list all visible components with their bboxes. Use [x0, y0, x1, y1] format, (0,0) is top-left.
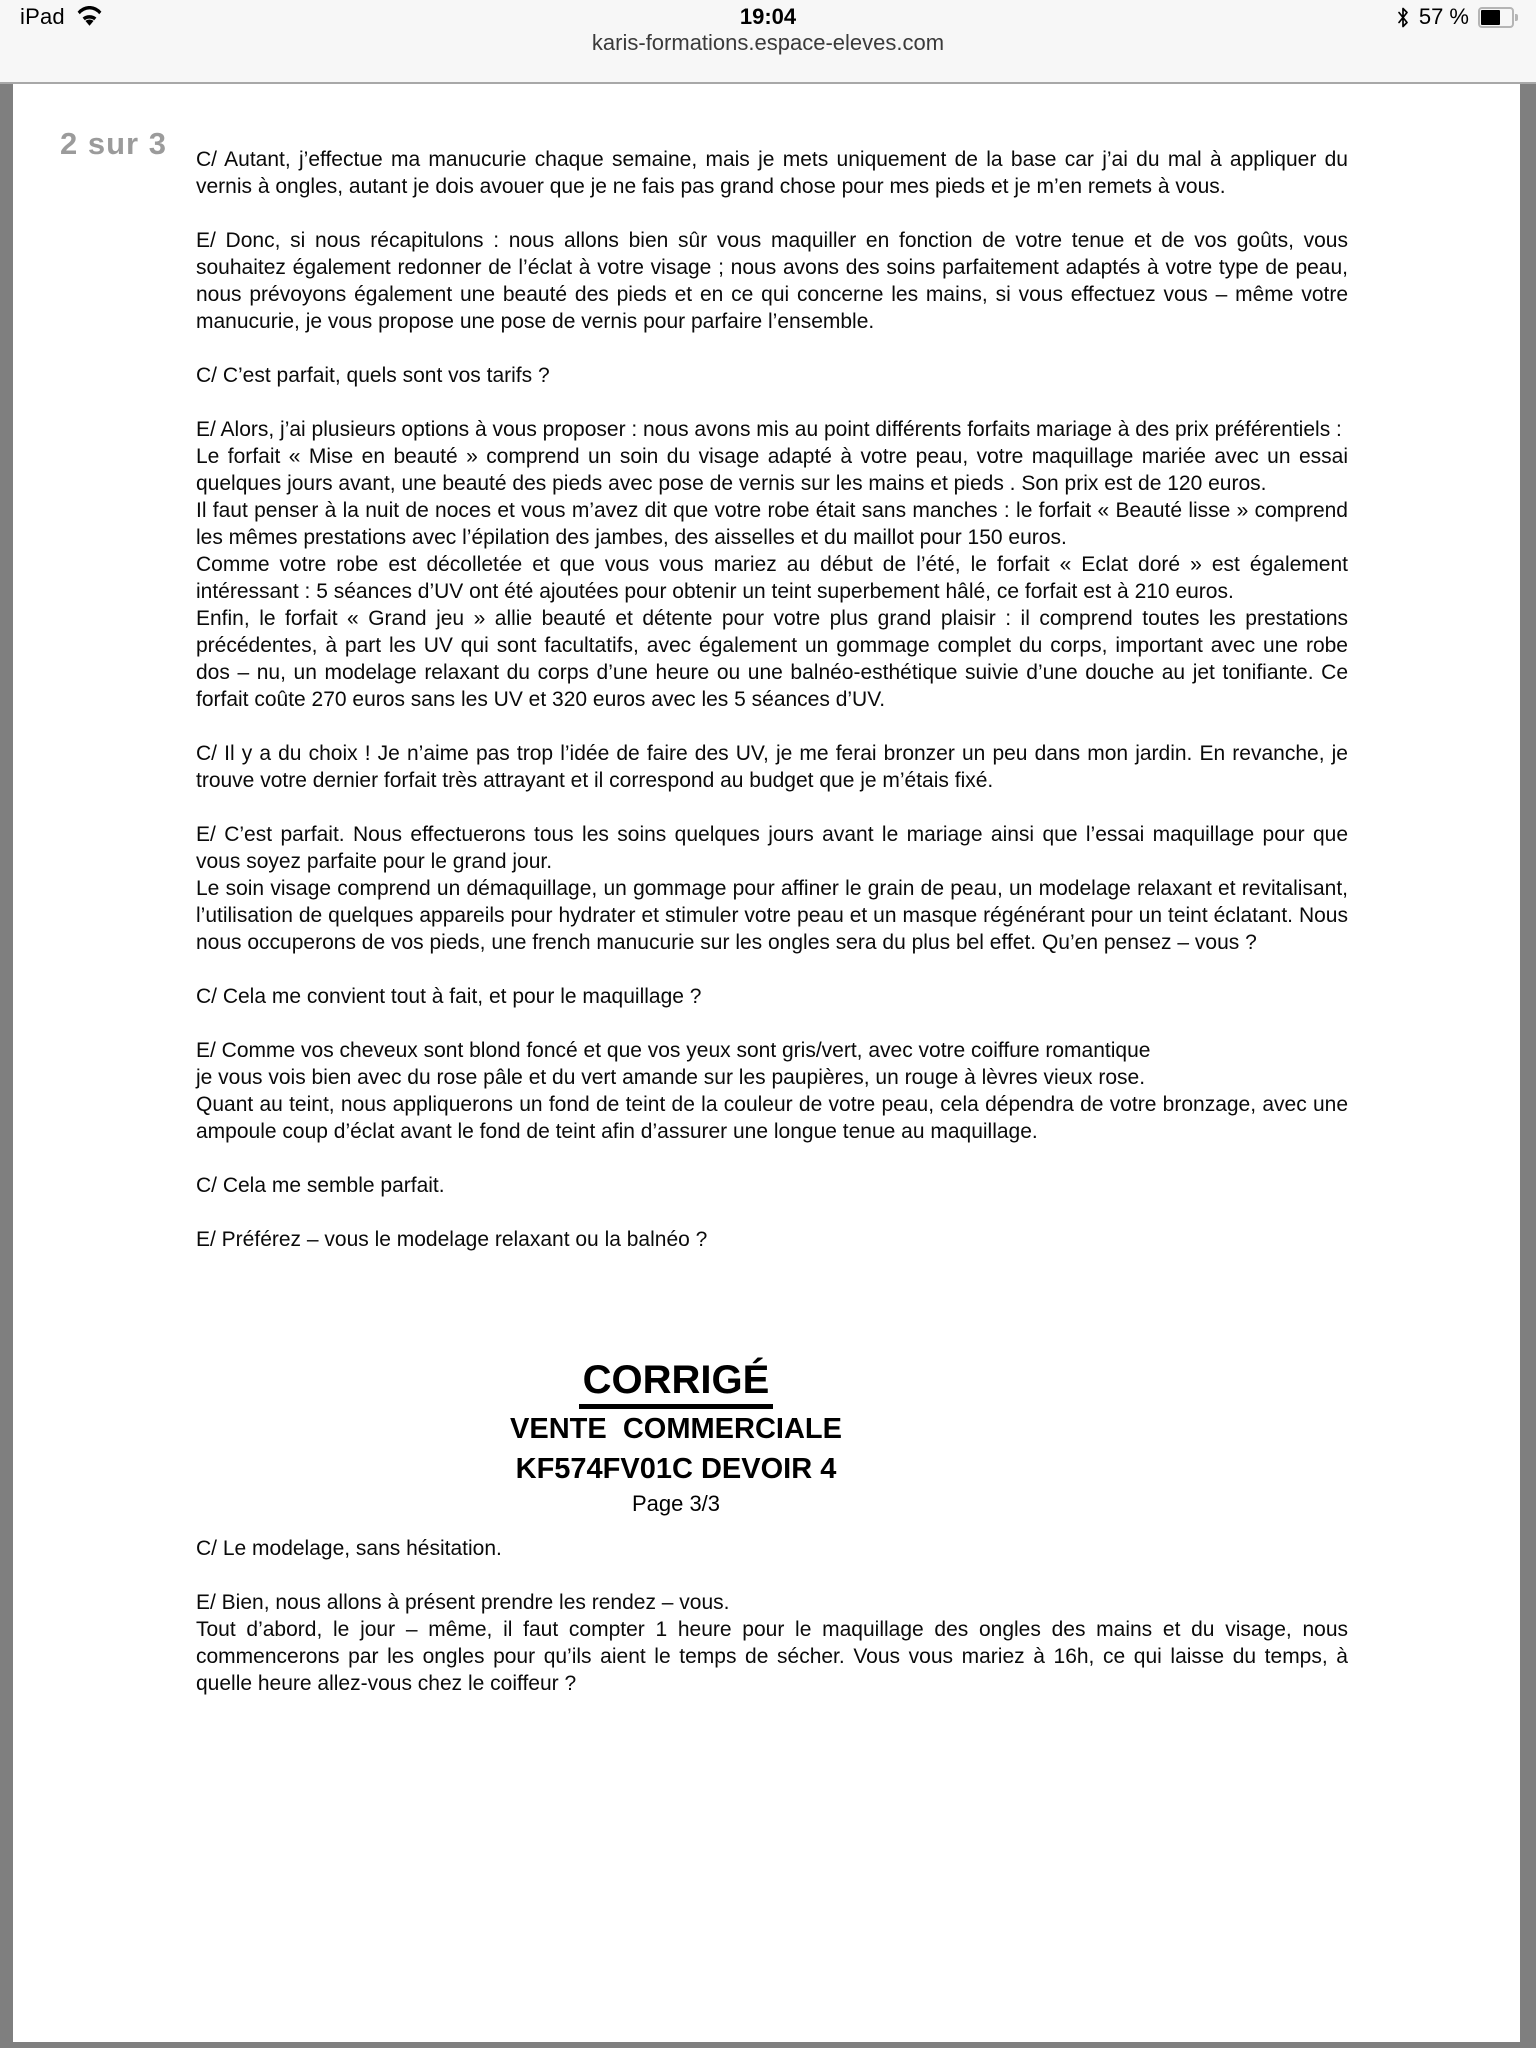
- text-line: Il faut penser à la nuit de noces et vous m’avez dit que votre robe était sans manches : le forfait « Beauté lisse » comprend les mêmes prestations avec l’épilation des jambes, des aisselles et du maillot pour 150 euros.: [196, 499, 1348, 549]
- corrige-subtitle-1: VENTE COMMERCIALE: [510, 1413, 842, 1445]
- corrige-title: CORRIGÉ: [196, 1357, 1156, 1409]
- corrige-heading-block: [196, 1357, 1156, 1519]
- dialogue-paragraph: [196, 227, 1348, 335]
- text-line: E/ Alors, j’ai plusieurs options à vous proposer : nous avons mis au point différents forfaits mariage à des prix préférentiels :: [196, 418, 1342, 441]
- text-line: C/ Cela me convient tout à fait, et pour le maquillage ?: [196, 985, 702, 1008]
- dialogue-paragraph: [196, 1037, 1348, 1145]
- document-page[interactable]: [13, 84, 1520, 2042]
- text-line: E/ Préférez – vous le modelage relaxant ou la balnéo ?: [196, 1228, 708, 1251]
- text-line: C/ Autant, j’effectue ma manucurie chaque semaine, mais je mets uniquement de la base car j’ai du mal à appliquer du vernis à ongles, autant je dois avouer que je ne fais pas grand chose pour mes pieds et je m’en remets à vous.: [196, 148, 1348, 198]
- dialogue-paragraph: [196, 740, 1348, 794]
- text-line: Tout d’abord, le jour – même, il faut compter 1 heure pour le maquillage des ongles des mains et du visage, nous commencerons par les ongles pour qu’ils aient le temps de sécher. Vous vous mariez à 16h, ce qui laisse du temps, à quelle heure allez-vous chez le coiffeur ?: [196, 1618, 1348, 1695]
- dialogue-paragraph: [196, 1535, 1348, 1562]
- dialogue-section-after: [196, 1535, 1348, 1697]
- browser-top-chrome: [0, 0, 1536, 84]
- dialogue-paragraph: [196, 1172, 1348, 1199]
- text-line: C/ Cela me semble parfait.: [196, 1174, 445, 1197]
- dialogue-paragraph: [196, 362, 1348, 389]
- page-indicator: 2 sur 3: [60, 126, 167, 161]
- text-line: E/ Comme vos cheveux sont blond foncé et que vos yeux sont gris/vert, avec votre coiffure romantique: [196, 1039, 1151, 1062]
- dialogue-paragraph: [196, 1589, 1348, 1697]
- document-content: [196, 146, 1348, 1724]
- text-line: Enfin, le forfait « Grand jeu » allie beauté et détente pour votre plus grand plaisir : il comprend toutes les prestations précédentes, à part les UV qui sont facultatifs, avec également un gommage complet du corps, important avec une robe dos – nu, un modelage relaxant du corps d’une heure ou une balnéo-esthétique suivie d’une douche au jet tonifiante. Ce forfait coûte 270 euros sans les UV et 320 euros avec les 5 séances d’UV.: [196, 607, 1348, 711]
- dialogue-paragraph: [196, 146, 1348, 200]
- status-time: 19:04: [739, 4, 797, 29]
- dialogue-paragraph: [196, 983, 1348, 1010]
- text-line: Comme votre robe est décolletée et que vous vous mariez au début de l’été, le forfait « Eclat doré » est également intéressant : 5 séances d’UV ont été ajoutées pour obtenir un teint superbement hâlé, ce forfait est à 210 euros.: [196, 553, 1348, 603]
- text-line: Le forfait « Mise en beauté » comprend un soin du visage adapté à votre peau, votre maquillage mariée avec un essai quelques jours avant, une beauté des pieds avec pose de vernis sur les mains et pieds . Son prix est de 120 euros.: [196, 445, 1348, 495]
- text-line: Quant au teint, nous appliquerons un fond de teint de la couleur de votre peau, cela dépendra de votre bronzage, avec une ampoule coup d’éclat avant le fond de teint afin d’assurer une longue tenue au maquillage.: [196, 1093, 1348, 1143]
- text-line: C/ Le modelage, sans hésitation.: [196, 1537, 502, 1560]
- dialogue-paragraph: [196, 416, 1348, 713]
- device-label: iPad: [20, 4, 65, 29]
- battery-percent-label: 57 %: [1418, 4, 1469, 29]
- corrige-subtitle-2: KF574FV01C DEVOIR 4: [515, 1453, 837, 1485]
- status-right-cluster: [1396, 4, 1518, 30]
- dialogue-paragraph: [196, 821, 1348, 956]
- text-line: C/ C’est parfait, quels sont vos tarifs ?: [196, 364, 550, 387]
- battery-icon: [1478, 7, 1518, 28]
- bluetooth-icon: [1396, 6, 1410, 29]
- dialogue-section-before: [196, 146, 1348, 1253]
- text-line: je vous vois bien avec du rose pâle et du vert amande sur les paupières, un rouge à lèvres vieux rose.: [196, 1066, 1146, 1089]
- dialogue-paragraph: [196, 1226, 1348, 1253]
- text-line: E/ Donc, si nous récapitulons : nous allons bien sûr vous maquiller en fonction de votre tenue et de vos goûts, vous souhaitez également redonner de l’éclat à votre visage ; nous avons des soins parfaitement adaptés à votre type de peau, nous prévoyons également une beauté des pieds et en ce qui concerne les mains, si vous effectuez vous – même votre manucurie, je vous propose une pose de vernis pour parfaire l’ensemble.: [196, 229, 1348, 333]
- text-line: E/ Bien, nous allons à présent prendre les rendez – vous.: [196, 1591, 730, 1614]
- text-line: C/ Il y a du choix ! Je n’aime pas trop l’idée de faire des UV, je me ferai bronzer un peu dans mon jardin. En revanche, je trouve votre dernier forfait très attrayant et il correspond au budget que je m’étais fixé.: [196, 742, 1348, 792]
- corrige-page-label: Page 3/3: [631, 1491, 721, 1516]
- url-bar[interactable]: karis-formations.espace-eleves.com: [591, 30, 945, 55]
- text-line: Le soin visage comprend un démaquillage, un gommage pour affiner le grain de peau, un modelage relaxant et revitalisant, l’utilisation de quelques appareils pour hydrater et stimuler votre peau et un masque régénérant pour un teint éclatant. Nous nous occuperons de vos pieds, une french manucurie sur les ongles sera du plus bel effet. Qu’en pensez – vous ?: [196, 877, 1348, 954]
- text-line: E/ C’est parfait. Nous effectuerons tous les soins quelques jours avant le mariage ainsi que l’essai maquillage pour que vous soyez parfaite pour le grand jour.: [196, 823, 1348, 873]
